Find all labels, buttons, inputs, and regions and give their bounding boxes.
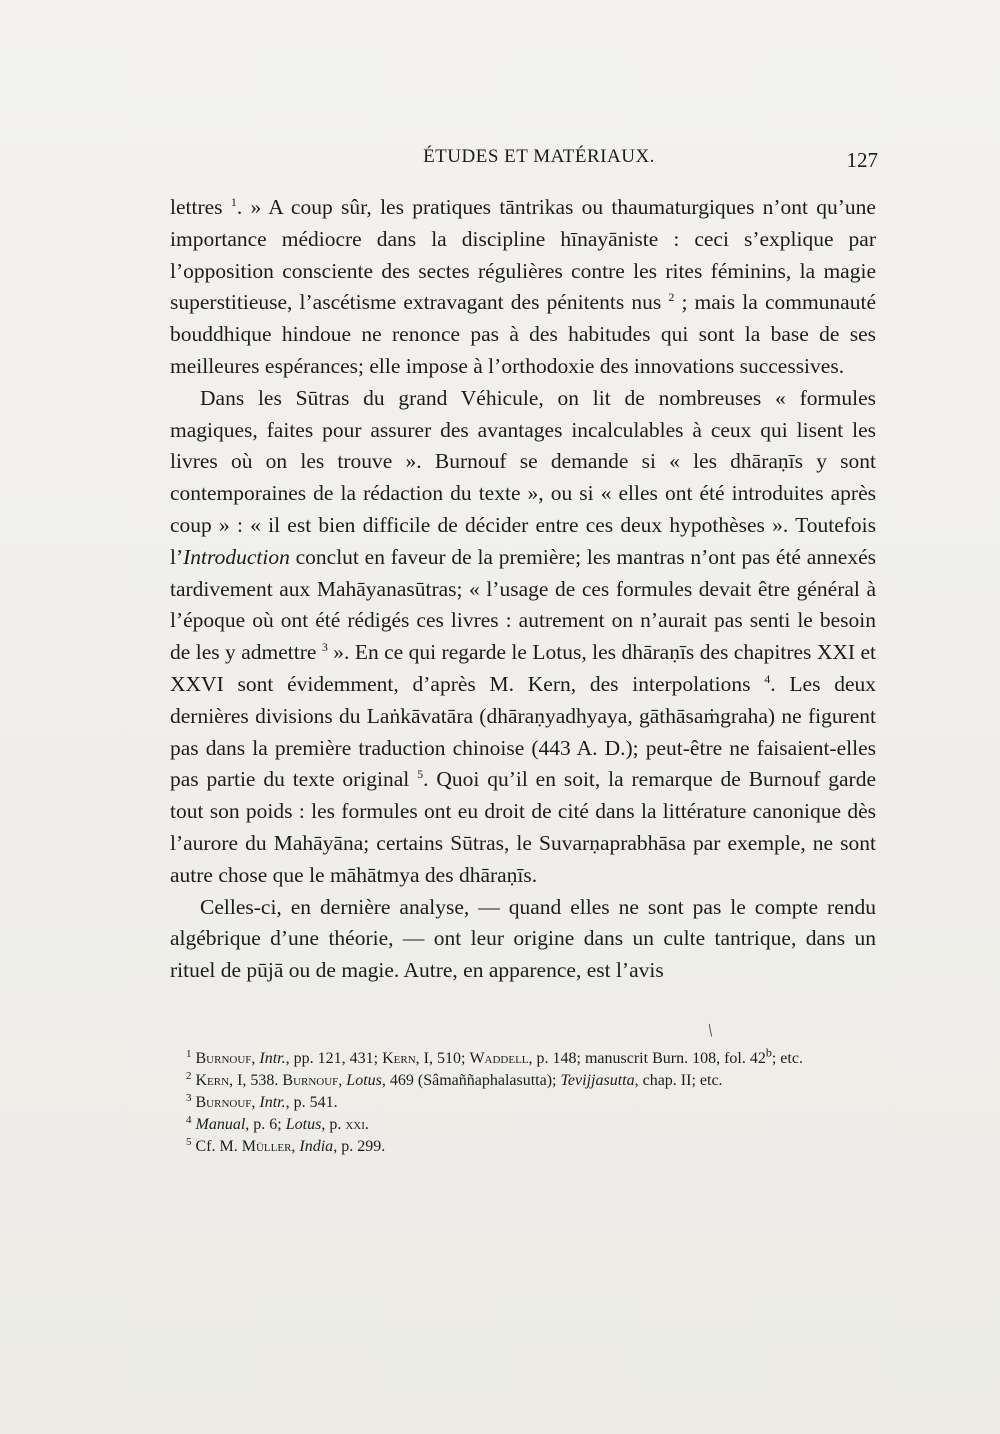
body-text [170,192,876,987]
footnote [170,1092,876,1114]
footnote-number: 1 [186,1047,192,1060]
footnote-ref: 2 [668,290,675,305]
text-run: , [338,1072,347,1089]
text-run: , p. 6; [245,1116,286,1133]
text-run: . [364,1116,369,1133]
stray-pencil-mark: / [703,1020,718,1040]
text-run: , p. 541. [285,1094,338,1111]
text-run: Cf. M. [195,1138,242,1155]
italic-run: Introduction [183,544,290,569]
text-run: . Quoi qu’il en soit, la remarque de Burnouf garde tout son poids : les formules ont eu droit de cité dans la littérature canonique dès l’aurore du Mahāyāna; certains Sūtras, le Suvarṇaprabhāsa par exemple, ne sont autre chose que le māhātmya des dhāraṇīs. [170,767,876,887]
footnote-ref: 3 [321,640,328,654]
italic-run: Intr. [259,1094,286,1111]
text-run: ; etc. [771,1050,803,1067]
text-run: lettres [170,195,231,219]
author-name: Kern [382,1050,416,1067]
text-run: , [291,1138,300,1155]
text-run: , 469 (Sâmaññaphalasutta); [381,1072,561,1089]
footnote [170,1070,876,1092]
running-title: ÉTUDES ET MATÉRIAUX. [423,146,655,167]
footnote-number: 4 [186,1113,192,1126]
text-run: , I, 538. [229,1072,283,1089]
text-run: . Les deux dernières divisions du Laṅkāvatāra (dhāraṇyadhyaya, gāthāsaṁgraha) ne figurent pas dans la première traduction chinoise (443 A. D.); peut-être ne faisaient-elles pas partie du texte original [170,671,877,792]
text-run: Dans les Sūtras du grand Véhicule, on lit de nombreuses « formules magiques, faites pour assurer des avantages incalculables à ceux qui lisent les livres où on les trouve ». Burnouf se demande si « les dhāraṇīs y sont contemporaines de la rédaction du texte », ou si « elles ont été introduites après coup » : « il est bien difficile de décider entre ces deux hypothèses ». Toutefois l’ [170,385,876,569]
paragraph [170,383,876,892]
footnote [170,1045,876,1070]
author-name: Müller [241,1138,292,1155]
text-run: , p. 299. [333,1138,386,1155]
footnote-number: 5 [186,1135,192,1148]
text-run: ». En ce qui regarde le Lotus, les dhāraṇīs des chapitres XXI et XXVI sont évidemment, d’après M. Kern, des interpolations [170,640,876,696]
footnotes [170,1045,876,1158]
footnote-ref: b [765,1045,772,1060]
footnote-ref: 5 [417,767,424,782]
author-name: Burnouf [195,1094,252,1111]
footnote-ref: 1 [230,194,237,209]
italic-run: Manual [195,1116,246,1133]
italic-run: Lotus [346,1072,382,1089]
footnote-number: 2 [186,1069,192,1082]
paragraph [170,192,876,383]
text-run: , [251,1094,260,1111]
footnote [170,1136,876,1158]
text-run: . » A coup sûr, les pratiques tāntrikas ou thaumaturgiques n’ont qu’une importance médiocre dans la discipline hīnayāniste : ceci s’explique par l’opposition consciente des sectes régulières contre les rites féminins, la magie superstitieuse, l’ascétisme extravagant des pénitents nus [170,195,876,315]
author-name: Kern [195,1072,230,1089]
italic-run: Intr. [259,1050,286,1067]
page-number: 127 [846,148,878,172]
author-name: Burnouf [282,1072,339,1089]
text-run: conclut en faveur de la première; les mantras n’ont pas été annexés tardivement aux Mahāyanasūtras; « l’usage de ces formules devait être général à l’époque où ont été rédigés ces livres : autrement on n’aurait pas senti le besoin de les y admettre [170,544,876,665]
author-name: Burnouf [195,1050,252,1067]
author-name: Waddell [469,1050,529,1067]
text-run: , [251,1050,260,1067]
text-run: , chap. II; etc. [634,1072,723,1089]
footnote-number: 3 [186,1091,192,1104]
footnote-ref: 4 [764,671,771,686]
italic-run: Tevijjasutta [560,1072,635,1089]
text-run: Celles-ci, en dernière analyse, — quand elles ne sont pas le compte rendu algébrique d’une théorie, — ont leur origine dans un culte tantrique, dans un rituel de pūjā ou de magie. Autre, en apparence, est l’avis [170,894,876,983]
author-name: xxi [345,1116,365,1133]
paragraph [170,892,876,987]
text-run: , p. [321,1116,346,1133]
text-run: ; mais la communauté bouddhique hindoue ne renonce pas à des habitudes qui sont la base de ses meilleures espérances; elle impose à l’orthodoxie des innovations successives. [170,290,876,378]
footnote [170,1114,876,1136]
running-head [170,146,878,172]
text-run: , I, 510; [415,1050,470,1067]
italic-run: India [299,1138,334,1155]
text-run: , p. 148; manuscrit Burn. 108, fol. 42 [528,1050,766,1067]
text-run: , pp. 121, 431; [285,1050,383,1067]
italic-run: Lotus [285,1116,322,1133]
